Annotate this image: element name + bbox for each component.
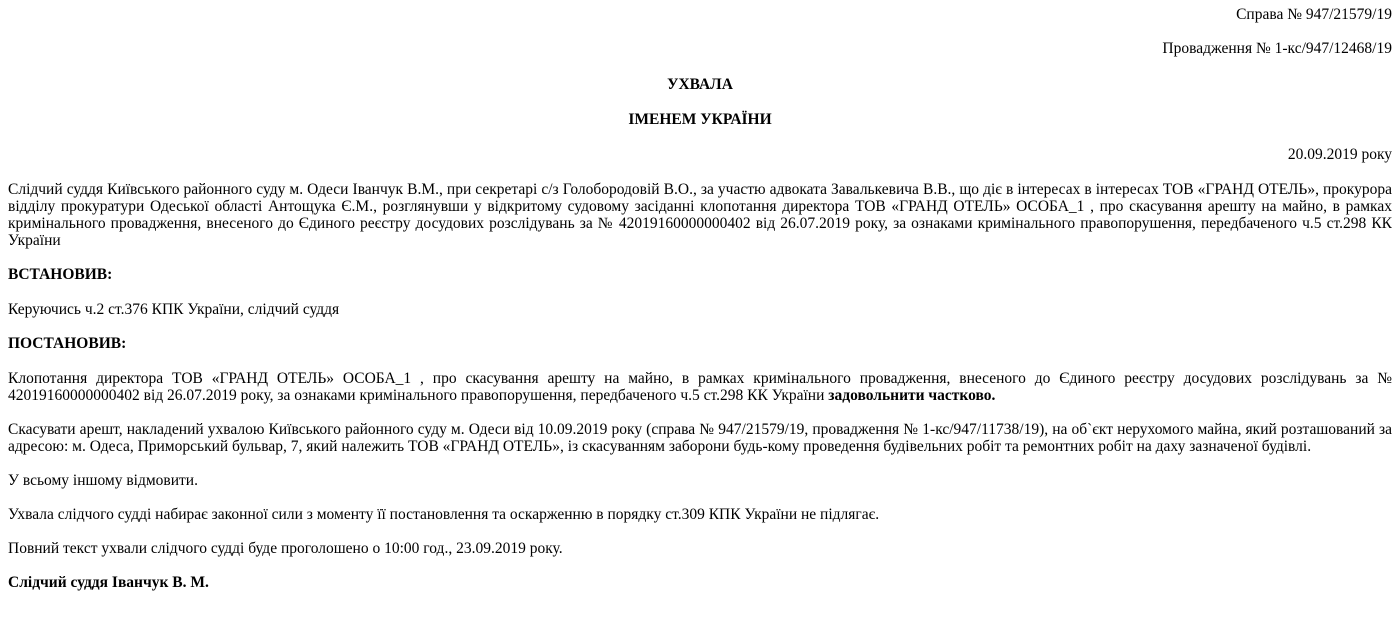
motion-decision: задовольнити частково. (828, 387, 996, 404)
ruling-date: 20.09.2019 року (1287, 146, 1392, 163)
motion-paragraph (8, 370, 1392, 404)
established-heading: ВСТАНОВИВ: (8, 266, 113, 283)
full-text-notice-paragraph: Повний текст ухвали слідчого судді буде проголошено о 10:00 год., 23.09.2019 року. (8, 540, 563, 557)
intro-paragraph: Слідчий суддя Київського районного суду м. Одеси Іванчук В.М., при секретарі с/з Голобородовій В.О., за участю адвоката Завалькевича В.В., що діє в інтересах в інтересах ТОВ «ГРАНД ОТЕЛЬ», прокурора відділу прокуратури Одеської області Антощука Є.М., розглянувши у відкритому судовому засіданні клопотання директора ТОВ «ГРАНД ОТЕЛЬ» ОСОБА_1 , про скасування арешту на майно, в рамках кримінального провадження, внесеного до Єдиного реєстру досудових розслідувань за № 42019160000000402 від 26.07.2019 року, за ознаками кримінального правопорушення, передбаченого ч.5 ст.298 КК України (8, 181, 1392, 249)
resolved-heading: ПОСТАНОВИВ: (8, 335, 127, 352)
legal-force-paragraph: Ухвала слідчого судді набирає законної сили з моменту її постановлення та оскарженню в порядку ст.309 КПК України не підлягає. (8, 506, 880, 523)
document-subtitle: ІМЕНЕМ УКРАЇНИ (628, 111, 772, 128)
motion-text: Клопотання директора ТОВ «ГРАНД ОТЕЛЬ» ОСОБА_1 , про скасування арешту на майно, в рамках кримінального провадження, внесеного до Єдиного реєстру досудових розслідувань за № 42019160000000402 від 26.07.2019 року, за ознаками кримінального правопорушення, передбаченого ч.5 ст.298 КК України (8, 370, 1392, 404)
refuse-rest-paragraph: У всьому іншому відмовити. (8, 472, 198, 489)
established-text: Керуючись ч.2 ст.376 КПК України, слідчий суддя (8, 301, 340, 318)
judge-signature: Слідчий суддя Іванчук В. М. (8, 574, 209, 591)
proceeding-number: Провадження № 1-кс/947/12468/19 (1162, 40, 1392, 57)
case-number: Справа № 947/21579/19 (1236, 6, 1392, 23)
document-type-title: УХВАЛА (667, 76, 733, 93)
cancel-arrest-paragraph: Скасувати арешт, накладений ухвалою Київського районного суду м. Одеси від 10.09.2019 року (справа № 947/21579/19, провадження № 1-кс/947/11738/19), на об`єкт нерухомого майна, який розташований за адресою: м. Одеса, Приморський бульвар, 7, який належить ТОВ «ГРАНД ОТЕЛЬ», із скасуванням заборони будь-кому проведення будівельних робіт та ремонтних робіт на даху зазначеної будівлі. (8, 421, 1392, 455)
